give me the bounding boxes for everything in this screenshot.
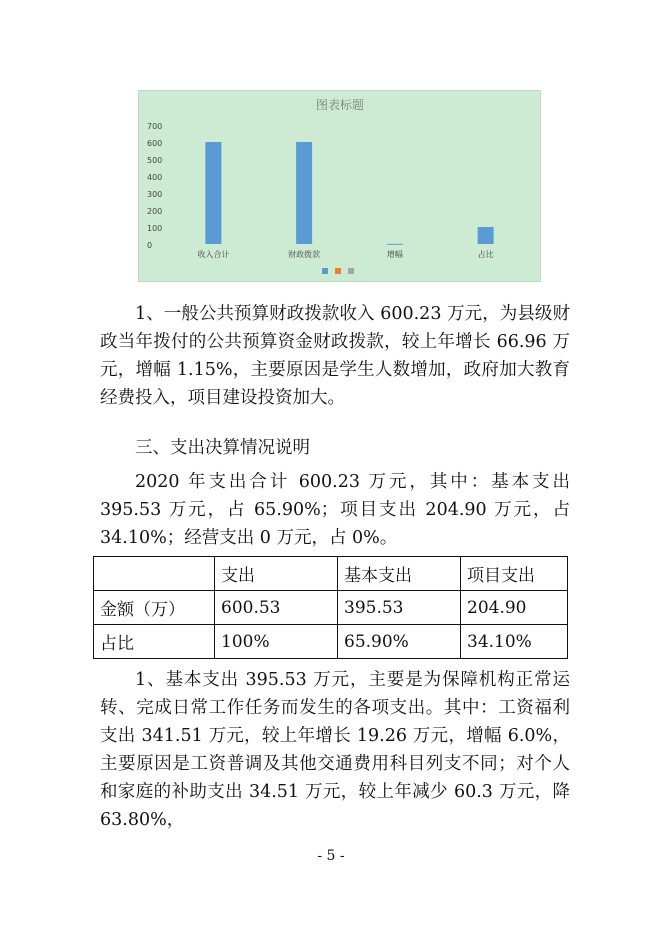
table-cell: 金额（万） — [94, 591, 215, 625]
y-tick-label: 400 — [147, 173, 163, 182]
table-cell: 600.53 — [215, 591, 338, 625]
table-header-cell: 支出 — [215, 557, 338, 591]
x-tick-label: 收入合计 — [197, 250, 230, 259]
paragraph-expenditure-total: 2020 年支出合计 600.23 万元，其中：基本支出 395.53 万元，占 65.90%；项目支出 204.90 万元，占 34.10%；经营支出 0 万元，占 0%。 — [100, 472, 570, 548]
table-header-row — [94, 557, 568, 591]
table-cell: 395.53 — [338, 591, 461, 625]
table-header-cell — [94, 557, 215, 591]
expenditure-table — [93, 556, 568, 659]
legend-marker — [322, 268, 328, 274]
table-row — [94, 625, 568, 659]
y-tick-label: 200 — [147, 207, 163, 216]
table-cell: 占比 — [94, 625, 215, 659]
bar-chart — [138, 90, 541, 282]
x-tick-label: 财政拨款 — [288, 250, 321, 259]
table-cell: 204.90 — [461, 591, 568, 625]
x-tick-label: 增幅 — [386, 250, 403, 259]
page-number: - 5 - — [317, 848, 345, 864]
y-tick-label: 0 — [147, 241, 153, 250]
section-heading-expenditure: 三、支出决算情况说明 — [135, 438, 310, 458]
chart-title: 图表标题 — [315, 98, 365, 112]
legend-marker — [335, 268, 341, 274]
y-tick-label: 700 — [147, 122, 163, 131]
paragraph-revenue: 1、一般公共预算财政拨款收入 600.23 万元，为县级财政当年拨付的公共预算资金财政拨款，较上年增长 66.96 万元，增幅 1.15%，主要原因是学生人数增加，政府加大教育经费投入，项目建设投资加大。 — [100, 304, 570, 408]
y-tick-label: 100 — [147, 224, 163, 233]
table-cell: 100% — [215, 625, 338, 659]
paragraph-basic-expenditure: 1、基本支出 395.53 万元，主要是为保障机构正常运转、完成日常工作任务而发生的各项支出。其中：工资福利支出 341.51 万元，较上年增长 19.26 万元，增幅 6.0%，主要原因是工资普调及其他交通费用科目列支不同；对个人和家庭的补助支出 34.51 万元，较上年减少 60.3 万元，降 63.80%， — [100, 670, 570, 830]
table-header-cell: 项目支出 — [461, 557, 568, 591]
y-tick-label: 600 — [147, 139, 163, 148]
legend-marker — [348, 268, 354, 274]
table-header-cell: 基本支出 — [338, 557, 461, 591]
y-tick-label: 500 — [147, 156, 163, 165]
chart-bar — [205, 142, 221, 244]
table-row — [94, 591, 568, 625]
x-tick-label: 占比 — [477, 250, 494, 259]
table-cell: 34.10% — [461, 625, 568, 659]
chart-bar — [296, 142, 312, 244]
chart-bar — [387, 244, 403, 245]
table-cell: 65.90% — [338, 625, 461, 659]
chart-bar — [478, 227, 494, 244]
y-tick-label: 300 — [147, 190, 163, 199]
chart-canvas — [139, 91, 542, 283]
